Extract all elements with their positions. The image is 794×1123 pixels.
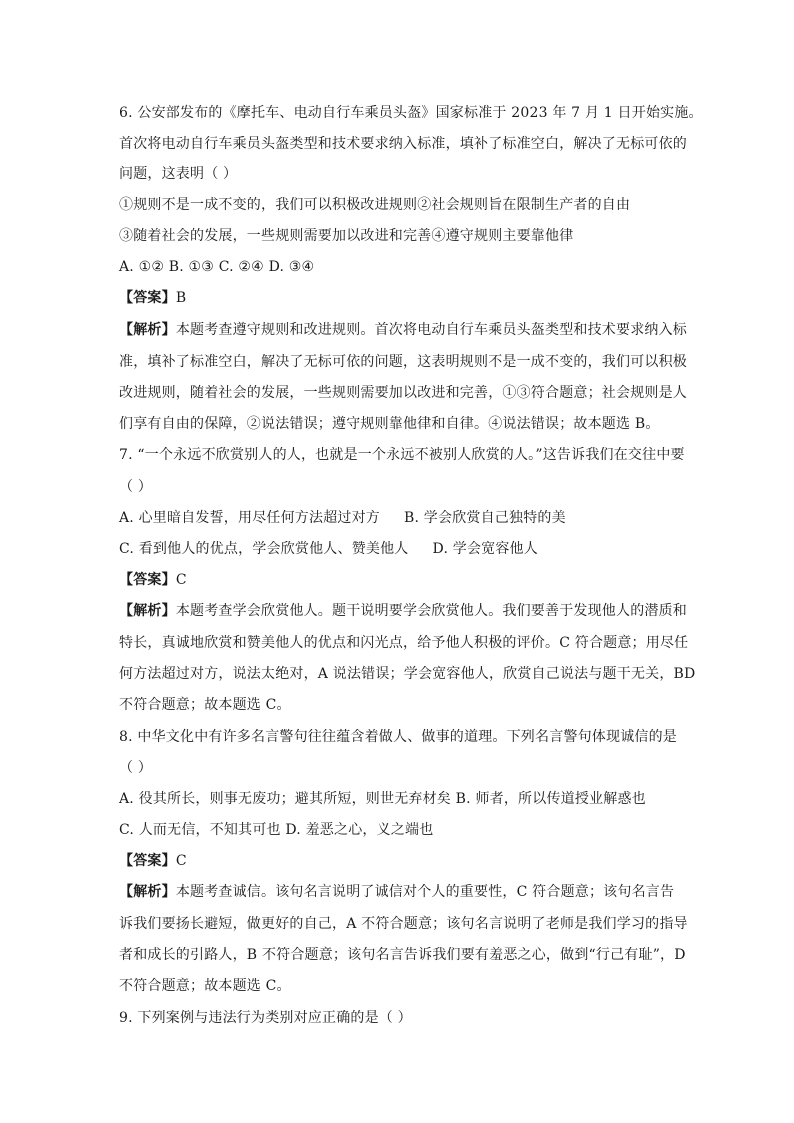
q7-analysis-line-1 [119, 601, 687, 621]
q6-statement-2: ③随着社会的发展，一些规则需要加以改进和完善④遵守规则主要靠他律 [119, 228, 574, 244]
q7-stem-line-2: （ ） [119, 479, 153, 495]
q7-option-b: B. 学会欣赏自己独特的美 [404, 510, 566, 526]
q9-stem-line-1: 9. 下列案例与违法行为类别对应正确的是（ ） [119, 1010, 412, 1026]
q6-stem-line-2: 首次将电动自行车乘员头盔类型和技术要求纳入标准，填补了标准空白，解决了无标可依的 [119, 136, 687, 152]
q7-analysis-line-3: 何方法超过对方，说法太绝对，A 说法错误；学会宽容他人，欣赏自己说法与题干无关，BD [119, 666, 696, 682]
answer-tag: 【答案】 [119, 290, 176, 306]
analysis-tag: 【解析】 [119, 884, 176, 900]
q6-analysis-line-2: 准，填补了标准空白，解决了无标可依的问题，这表明规则不是一成不变的，我们可以积极 [119, 354, 687, 370]
q8-analysis-line-3: 者和成长的引路人，B 不符合题意；该句名言告诉我们要有羞恶之心，做到“行己有耻”，D [119, 947, 686, 963]
q8-analysis-line-4: 不符合题意；故本题选 C。 [119, 978, 291, 994]
q8-analysis-line-2: 诉我们要扬长避短，做更好的自己，A 不符合题意；该句名言说明了老师是我们学习的指导 [119, 916, 688, 932]
answer-value: C [175, 853, 187, 869]
q7-answer [119, 570, 187, 590]
q7-options-row-2 [119, 539, 538, 559]
q7-analysis-line-2: 特长，真诚地欣赏和赞美他人的优点和闪光点，给予他人积极的评价。C 符合题意；用尽任 [119, 635, 689, 651]
q6-options: A. ①② B. ①③ C. ②④ D. ③④ [119, 259, 315, 275]
q8-analysis-line-1 [119, 882, 674, 902]
q6-analysis-line-4: 们享有自由的保障，②说法错误；遵守规则靠他律和自律。④说法错误；故本题选 B。 [119, 416, 660, 432]
analysis-tag: 【解析】 [119, 322, 176, 338]
q6-stem-line-1: 6. 公安部发布的《摩托车、电动自行车乘员头盔》国家标准于 2023 年 7 月 1 日开始实施。 [119, 105, 703, 121]
q7-stem-line-1: 7. “一个永远不欣赏别人的人，也就是一个永远不被别人欣赏的人。”这告诉我们在交往中要 [119, 447, 685, 463]
q6-analysis-line-1 [119, 320, 687, 340]
q6-stem-line-3: 问题，这表明（ ） [119, 166, 238, 182]
q6-analysis-line-3: 改进规则，随着社会的发展，一些规则需要加以改进和完善，①③符合题意；社会规则是人 [119, 385, 687, 401]
q8-stem-line-2: （ ） [119, 760, 153, 776]
q7-options-row-1 [119, 508, 566, 528]
q8-options-row-1: A. 役其所长，则事无废功；避其所短，则世无弃材矣 B. 师者，所以传道授业解惑也 [119, 791, 646, 807]
analysis-text: 本题考查学会欣赏他人。题干说明要学会欣赏他人。我们要善于发现他人的潜质和 [175, 603, 688, 619]
answer-tag: 【答案】 [119, 572, 176, 588]
q7-option-c: C. 看到他人的优点，学会欣赏他人、赞美他人 [119, 541, 409, 557]
analysis-text: 本题考查遵守规则和改进规则。首次将电动自行车乘员头盔类型和技术要求纳入标 [175, 322, 688, 338]
q7-option-d: D. 学会宽容他人 [432, 541, 538, 557]
q7-analysis-line-4: 不符合题意；故本题选 C。 [119, 697, 291, 713]
answer-value: B [175, 290, 187, 306]
answer-tag: 【答案】 [119, 853, 176, 869]
analysis-tag: 【解析】 [119, 603, 176, 619]
q6-answer [119, 288, 186, 308]
answer-value: C [175, 572, 187, 588]
q8-options-row-2: C. 人而无信，不知其可也 D. 羞恶之心，义之端也 [119, 822, 434, 838]
q7-option-a: A. 心里暗自发誓，用尽任何方法超过对方 [119, 510, 381, 526]
q6-statement-1: ①规则不是一成不变的，我们可以积极改进规则②社会规则旨在限制生产者的自由 [119, 197, 631, 213]
q8-answer [119, 851, 187, 871]
analysis-text: 本题考查诚信。该句名言说明了诚信对个人的重要性，C 符合题意；该句名言告 [175, 884, 675, 900]
q8-stem-line-1: 8. 中华文化中有许多名言警句往往蕴含着做人、做事的道理。下列名言警句体现诚信的是 [119, 729, 678, 745]
